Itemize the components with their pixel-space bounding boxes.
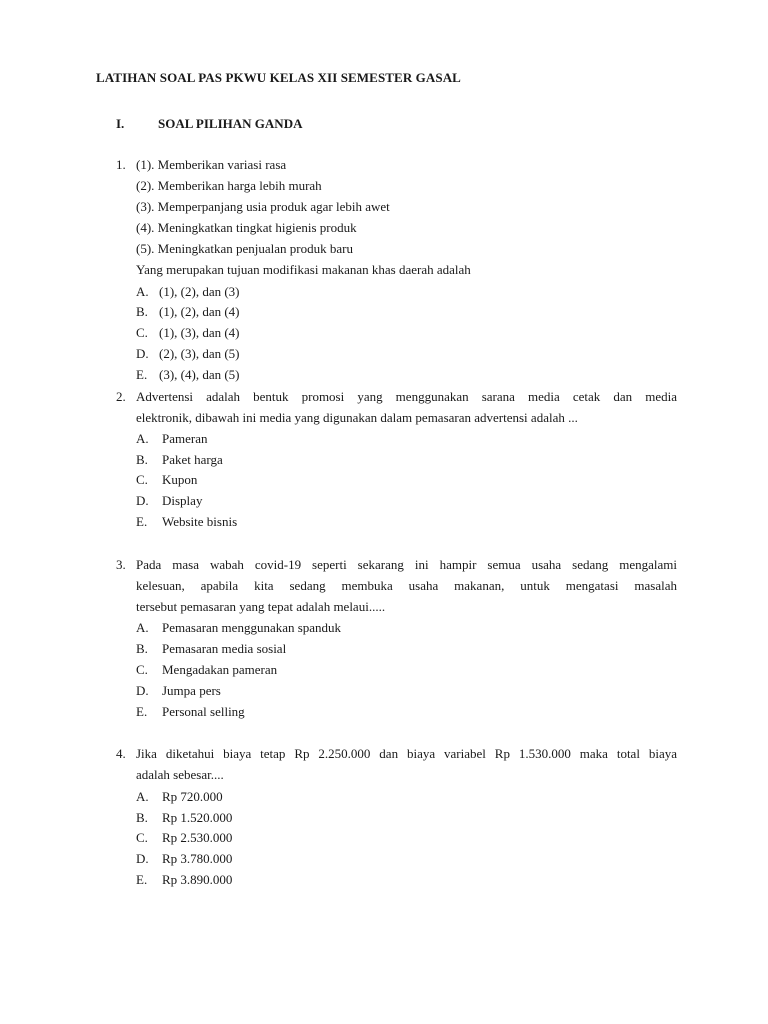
statement-1: (1). Memberikan variasi rasa — [136, 157, 287, 172]
statement-3: (3). Memperpanjang usia produk agar lebih awet — [136, 199, 390, 214]
option-text: (1), (3), dan (4) — [159, 325, 240, 340]
option-letter: D. — [136, 493, 149, 508]
option-text: Pameran — [162, 431, 208, 446]
option-text: (2), (3), dan (5) — [159, 346, 240, 361]
option-text: Website bisnis — [162, 514, 238, 529]
option-letter: B. — [136, 452, 148, 467]
option-letter: E. — [136, 367, 148, 382]
option-letter: E. — [136, 514, 148, 529]
question-number: 3. — [116, 557, 126, 572]
option-letter: A. — [136, 620, 149, 635]
option-text: Mengadakan pameran — [162, 662, 278, 677]
option-letter: E. — [136, 704, 148, 719]
option-text: Rp 1.520.000 — [162, 810, 233, 825]
option-text: Rp 3.780.000 — [162, 851, 233, 866]
option-letter: B. — [136, 304, 148, 319]
section-number: I. — [116, 116, 125, 131]
option-text: (3), (4), dan (5) — [159, 367, 240, 382]
option-text: Pemasaran media sosial — [162, 641, 287, 656]
statement-5: (5). Meningkatkan penjualan produk baru — [136, 241, 353, 256]
option-text: Rp 720.000 — [162, 789, 223, 804]
question-line: elektronik, dibawah ini media yang digunakan dalam pemasaran advertensi adalah ... — [136, 410, 578, 425]
option-letter: B. — [136, 641, 148, 656]
option-text: Rp 2.530.000 — [162, 830, 233, 845]
option-text: Paket harga — [162, 452, 223, 467]
question-line: adalah sebesar.... — [136, 767, 224, 782]
option-text: Jumpa pers — [162, 683, 221, 698]
option-letter: C. — [136, 472, 148, 487]
question-text: Yang merupakan tujuan modifikasi makanan khas daerah adalah — [136, 262, 471, 277]
question-number: 4. — [116, 746, 126, 761]
option-letter: C. — [136, 830, 148, 845]
option-letter: A. — [136, 431, 149, 446]
option-letter: A. — [136, 789, 149, 804]
question-line: Jika diketahui biaya tetap Rp 2.250.000 dan biaya variabel Rp 1.530.000 maka total biaya — [136, 746, 677, 761]
statement-2: (2). Memberikan harga lebih murah — [136, 178, 322, 193]
option-letter: D. — [136, 851, 149, 866]
question-number: 2. — [116, 389, 126, 404]
option-letter: C. — [136, 662, 148, 677]
document-title: LATIHAN SOAL PAS PKWU KELAS XII SEMESTER GASAL — [96, 70, 461, 85]
option-text: Pemasaran menggunakan spanduk — [162, 620, 342, 635]
question-number: 1. — [116, 157, 126, 172]
section-label: SOAL PILIHAN GANDA — [158, 116, 303, 131]
option-text: Display — [162, 493, 203, 508]
option-text: (1), (2), dan (4) — [159, 304, 240, 319]
option-text: Personal selling — [162, 704, 245, 719]
option-letter: D. — [136, 346, 149, 361]
option-text: (1), (2), dan (3) — [159, 284, 240, 299]
option-letter: D. — [136, 683, 149, 698]
option-letter: A. — [136, 284, 149, 299]
question-line: Pada masa wabah covid-19 seperti sekarang ini hampir semua usaha sedang mengalami — [136, 557, 677, 572]
question-line: kelesuan, apabila kita sedang membuka usaha makanan, untuk mengatasi masalah — [136, 578, 677, 593]
option-letter: B. — [136, 810, 148, 825]
option-letter: E. — [136, 872, 148, 887]
option-text: Kupon — [162, 472, 198, 487]
section-heading — [116, 116, 302, 132]
question-line: tersebut pemasaran yang tepat adalah melaui..... — [136, 599, 386, 614]
question-line: Advertensi adalah bentuk promosi yang menggunakan sarana media cetak dan media — [136, 389, 677, 404]
statement-4: (4). Meningkatkan tingkat higienis produk — [136, 220, 357, 235]
option-text: Rp 3.890.000 — [162, 872, 233, 887]
option-letter: C. — [136, 325, 148, 340]
